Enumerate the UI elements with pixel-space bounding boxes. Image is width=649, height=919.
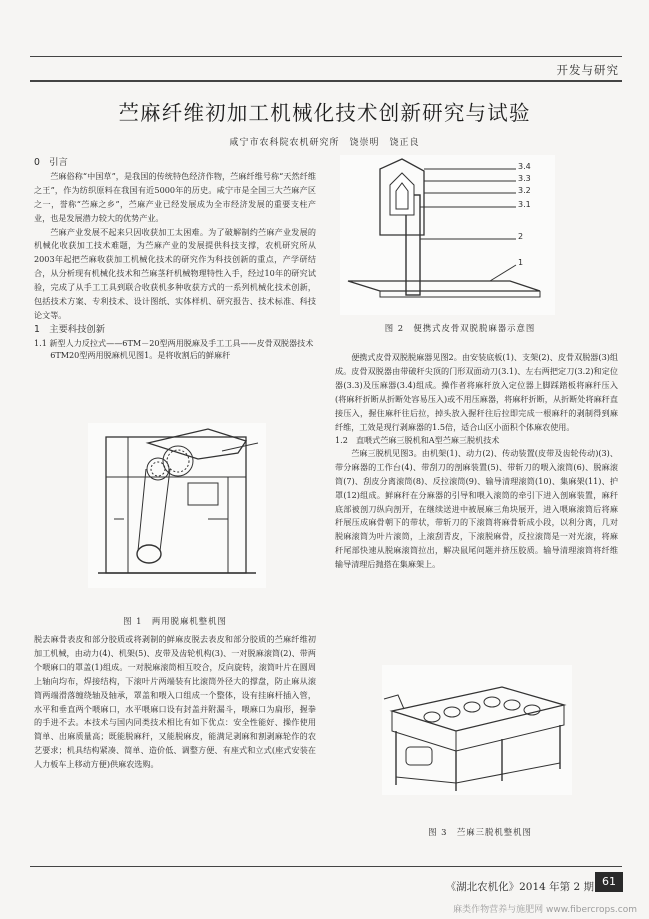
- paper-authors: 咸宁市农科院农机研究所 饶崇明 饶正良: [229, 138, 420, 148]
- page-number: 61: [595, 872, 623, 892]
- figure-2-caption: 图 2 便携式皮骨双脱脱麻器示意图: [384, 323, 536, 333]
- paragraph: 苎麻三脱机见图3。由机架(1)、动力(2)、传动装置(皮带及齿轮传动)(3)、带分麻器的工作台(4)、带刮刀的剖麻装置(5)、带斩刀的喂入滚筒(6)、脱麻滚筒(7)、刮皮分离滚筒(8)、反拉滚筒(9)、输导清理滚筒(10)、集麻架(11)、护罩(12)组成。鲜麻秆在分麻器的引导和喂入滚筒的牵引下进入剖麻装置，麻秆底部被剖刀纵向剖开，在继续送进中被展麻三角块展开，进入喂麻滚筒后将麻秆展压成麻骨朝下的带状，带斩刀的下滚筒将麻骨斩成小段，以利分离，几对脱麻滚筒为叶片滚筒，上滚刮青皮，下滚脱麻骨，反拉滚筒是一对光滚，将麻秆尾部快速从脱麻滚筒拉出，解决鼠尾问题并挤压胶质。输导清理滚筒将纤维输导清理后抛搭在集麻架上。: [335, 447, 618, 570]
- figure-2-label-2: 3.2: [518, 186, 531, 195]
- figure-1-drawing: [88, 423, 266, 588]
- right-column-text: [335, 351, 618, 572]
- paragraph: 脱去麻骨表皮和部分胶质或将剥制的鲜麻皮脱去表皮和部分胶质的苎麻纤维初加工机械，由动力(4)、机架(5)、皮带及齿轮机构(3)、一对脱麻滚筒(2)、带两个喂麻口的罩盖(1)组成。一对脱麻滚筒相互咬合，反向旋转，滚筒叶片在圆周上轴向均布，焊接结构，下滚叶片两端装有比滚筒外径大的撑盘，防止麻从滚筒两端滑落缠绕轴及轴承，罩盖和喂入口组成一个整体，设有挂麻杆插入管，水平和垂直两个喂麻口，水平喂麻口设有封盖并附漏斗，喂麻口为扁形，握拳的手进不去。本技术与国内同类技术相比有如下优点：安全性能好、操作使用简单、出麻质量高；既能脱麻秆，又能脱麻皮，能满足剥麻和割剥麻轮作的农艺要求；机具结构紧凑、简单、造价低、调整方便、有座式和立式(座式安装在人力板车上移动方便)供麻农选购。: [34, 634, 316, 770]
- left-column-bottom: [34, 633, 316, 772]
- figure-2-label-0: 3.4: [518, 162, 531, 171]
- left-column-top: [34, 156, 316, 363]
- figure-3: [382, 665, 572, 795]
- figure-3-drawing: [382, 665, 572, 795]
- header-rule-bottom: [30, 80, 622, 82]
- figure-1: [88, 423, 266, 588]
- figure-3-caption: 图 3 苎麻三脱机整机图: [428, 827, 532, 837]
- paragraph: 苎麻俗称“中国草”，是我国的传统特色经济作物，苎麻纤维号称“天然纤维之王”，作为纺织原料在我国有近5000年的历史。咸宁市是全国三大苎麻产区之一，誉称“苎麻之乡”，苎麻产业已经发展成为全市经济发展的重要支柱产业，也是发展潜力较大的优势产业。: [34, 170, 316, 223]
- figure-2-label-3: 3.1: [518, 200, 531, 209]
- paragraph: 6TM20型两用脱麻机见图1。是将收割后的鲜麻秆: [50, 350, 231, 361]
- figure-2-label-4: 2: [518, 232, 524, 241]
- section-heading: 1 主要科技创新: [34, 323, 105, 335]
- paragraph: 便携式皮骨双脱脱麻器见图2。由安装底板(1)、支架(2)、皮骨双脱器(3)组成。皮骨双脱器由带破秆尖顶的门形双面动刀(3.1)、左右两把定刀(3.2)和定位器(3.3)及压麻器(3.4)组成。操作者将麻秆放入定位器上脚踩踏板将麻秆压入(将麻秆折断从折断处容易压入)或不用压麻器，将麻秆折断，从折断处将麻秆直接压入，握住麻秆往后拉，掉头放入握秆往后拉即完成一根麻秆的剥制得到麻纤维，工效是现行剥麻器的1.5倍，适合山区小面积个体麻农使用。: [335, 352, 618, 432]
- journal-citation: 《湖北农机化》2014 年第 2 期: [445, 881, 594, 893]
- figure-2-label-1: 3.3: [518, 174, 531, 183]
- footer-rule: [30, 866, 622, 867]
- figure-2: [340, 155, 555, 315]
- paper-title: 苎麻纤维初加工机械化技术创新研究与试验: [118, 101, 531, 125]
- section-label: 开发与研究: [556, 63, 619, 77]
- figure-2-label-5: 1: [518, 258, 524, 267]
- subsection-heading: 1.2 直喂式苎麻三脱机和A型苎麻三脱机技术: [335, 435, 500, 446]
- watermark: 麻类作物营养与施肥网 www.fibercrops.com: [453, 905, 637, 915]
- header-rule-top: [30, 56, 622, 57]
- figure-1-caption: 图 1 两用脱麻机整机图: [123, 616, 227, 626]
- section-heading: 0 引言: [34, 157, 68, 168]
- subsection-heading: 1.1 新型人力反拉式——6TM－20型两用脱麻及手工工具——皮骨双脱器技术: [34, 337, 314, 348]
- paragraph: 苎麻产业发展不起来只因收获加工太困难。为了破解制约苎麻产业发展的机械化收获加工技术难题，为苎麻产业的发展提供科技支撑，农机研究所从2003年起把苎麻收获加工机械化技术的研究作为科技创新的重点，产学研结合，从分析现有机械化技术和苎麻茎秆机械物理特性入手，经过10年的研究试验，完成了从手工工具到联合收获机多种收获方式的一系列机械化技术创新，包括技术方案、专利技术、设计图纸、实体样机、研究报告、技术标准、科技论文等。: [34, 226, 316, 320]
